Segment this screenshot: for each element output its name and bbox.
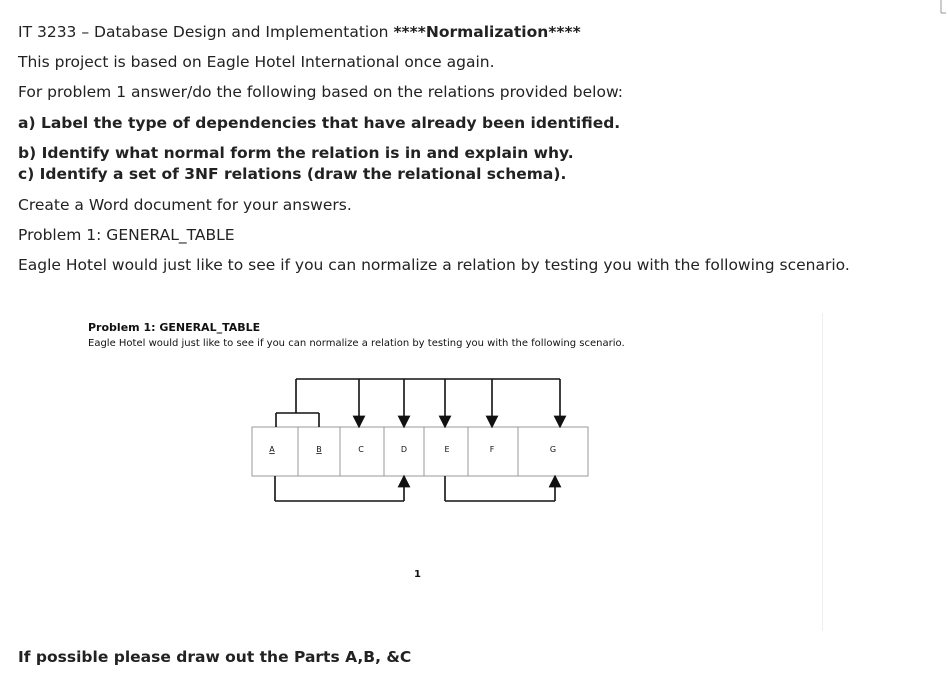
attribute-label-c: C xyxy=(358,445,364,454)
dependency-diagram-image xyxy=(74,313,823,631)
footer-instruction: If possible please draw out the Parts A,B, &C xyxy=(18,648,412,666)
figure-subtitle: Eagle Hotel would just like to see if you can normalize a relation by testing you with the following scenario. xyxy=(88,338,625,349)
attribute-label-g: G xyxy=(549,445,557,454)
relation-attribute-boxes xyxy=(252,427,588,476)
heading-topic: ****Normalization**** xyxy=(393,23,581,41)
full-dependency-lines xyxy=(276,379,560,427)
word-doc-instruction: Create a Word document for your answers. xyxy=(18,196,352,214)
attribute-label-b: B xyxy=(316,445,322,454)
intro-line: This project is based on Eagle Hotel International once again. xyxy=(18,53,495,71)
attribute-box-a xyxy=(252,427,298,476)
figure-title: Problem 1: GENERAL_TABLE xyxy=(88,321,261,334)
task-b: b) Identify what normal form the relation is in and explain why. xyxy=(18,144,574,162)
assignment-heading xyxy=(18,23,581,41)
attribute-label-d: D xyxy=(400,445,408,454)
instruction-line: For problem 1 answer/do the following based on the relations provided below: xyxy=(18,83,623,101)
heading-course-title: IT 3233 – Database Design and Implementation xyxy=(18,23,394,41)
scroll-corner-icon xyxy=(940,0,946,14)
task-c: c) Identify a set of 3NF relations (draw the relational schema). xyxy=(18,165,567,183)
figure-page-number: 1 xyxy=(414,569,421,580)
problem-description: Eagle Hotel would just like to see if you can normalize a relation by testing you with the following scenario. xyxy=(18,256,850,274)
transitive-dependency-lines xyxy=(445,476,555,501)
attribute-label-a: A xyxy=(269,445,275,454)
task-a: a) Label the type of dependencies that have already been identified. xyxy=(18,114,621,132)
attribute-label-f: F xyxy=(489,445,495,454)
dependency-diagram xyxy=(74,313,822,563)
partial-dependency-lines xyxy=(275,476,404,501)
attribute-label-e: E xyxy=(444,445,450,454)
problem-title: Problem 1: GENERAL_TABLE xyxy=(18,226,235,244)
